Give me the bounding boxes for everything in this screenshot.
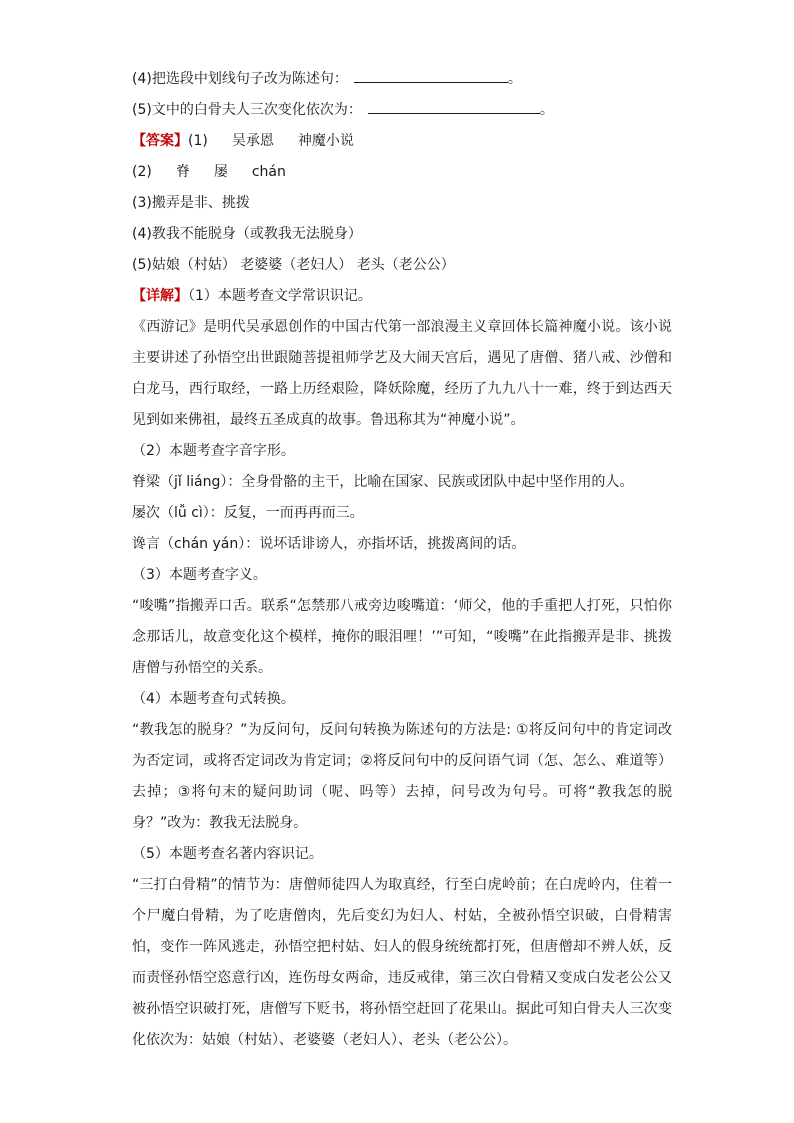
detail-5-paragraph: “三打白骨精”的情节为：唐僧师徒四人为取真经，行至白虎岭前；在白虎岭内，住着一个尸魔白骨精，为了吃唐僧肉，先后变幻为妇人、村姑，全被孙悟空识破，白骨精害怕，变作一阵风逃走，孙悟空把村姑、妇人的假身统统都打死，但唐僧却不辨人妖，反而责怪孙悟空恣意行凶，连伤母女两命，违反戒律，第三次白骨精又变成白发老公公又被孙悟空识破打死，唐僧写下贬书，将孙悟空赶回了花果山。据此可知白骨夫人三次变化依次为：姑娘（村姑）、老婆婆（老妇人）、老头（老公公）。 — [132, 877, 672, 1048]
answer-1 — [132, 126, 672, 157]
question-4-end: 。 — [507, 71, 522, 87]
document-page — [132, 64, 672, 1056]
answer-1-part1: 吴承恩 — [231, 133, 274, 149]
detail-1-head-text: （1）本题考查文学常识识记。 — [188, 288, 372, 304]
answer-1-num: (1) — [188, 133, 208, 149]
detail-2-line-3: 谗言（chán yán）：说坏话诽谤人，亦指坏话，挑拨离间的话。 — [132, 536, 526, 552]
detail-3-heading: （3）本题考查字义。 — [132, 567, 267, 583]
detail-2-line-1: 脊梁（jǐ liáng）：全身骨骼的主干，比喻在国家、民族或团队中起中坚作用的人。 — [132, 474, 634, 490]
question-4-text: (4)把选段中划线句子改为陈述句： — [132, 71, 348, 87]
answer-2-part1: 脊 — [175, 164, 190, 180]
detail-tag: 【详解】 — [132, 288, 188, 304]
answer-2-part2: 屡 — [213, 164, 228, 180]
question-4-blank[interactable] — [354, 66, 508, 83]
answer-4: (4)教我不能脱身（或教我无法脱身） — [132, 226, 362, 242]
question-4 — [132, 64, 672, 95]
detail-3-paragraph: “唆嘴”指搬弄口舌。联系“怎禁那八戒旁边唆嘴道：‘师父，他的手重把人打死，只怕你念那话儿，故意变化这个模样，掩你的眼泪哩！’”可知，“唆嘴”在此指搬弄是非、挑拨唐僧与孙悟空的关系。 — [132, 598, 672, 676]
question-5-end: 。 — [539, 102, 554, 118]
detail-1-paragraph: 《西游记》是明代吴承恩创作的中国古代第一部浪漫主义章回体长篇神魔小说。该小说主要讲述了孙悟空出世跟随菩提祖师学艺及大闹天宫后，遇见了唐僧、猪八戒、沙僧和白龙马，西行取经，一路上历经艰险，降妖除魔，经历了九九八十一难，终于到达西天见到如来佛祖，最终五圣成真的故事。鲁迅称其为“神魔小说”。 — [132, 319, 672, 428]
answer-tag: 【答案】 — [132, 133, 188, 149]
answer-2-num: (2) — [132, 164, 152, 180]
answer-5: (5)姑娘（村姑） 老婆婆（老妇人） 老头（老公公） — [132, 257, 455, 273]
detail-2-line-2: 屡次（lǚ cì）：反复，一而再再而三。 — [132, 505, 364, 521]
detail-2-heading: （2）本题考查字音字形。 — [132, 443, 295, 459]
detail-4-paragraph: “教我怎的脱身？”为反问句，反问句转换为陈述句的方法是: ①将反问句中的肯定词改为否定词，或将否定词改为肯定词；②将反问句中的反问语气词（怎、怎么、难道等）去掉；③将句末的疑问助词（呢、吗等）去掉，问号改为句号。可将“教我怎的脱身？”改为：教我无法脱身。 — [132, 722, 672, 831]
answer-2 — [132, 157, 672, 188]
answer-1-part2: 神魔小说 — [297, 133, 354, 149]
detail-1-heading — [132, 281, 672, 312]
detail-5-heading: （5）本题考查名著内容识记。 — [132, 846, 323, 862]
detail-4-heading: （4）本题考查句式转换。 — [132, 691, 295, 707]
answer-3: (3)搬弄是非、挑拨 — [132, 195, 250, 211]
question-5-text: (5)文中的白骨夫人三次变化依次为： — [132, 102, 362, 118]
question-5 — [132, 95, 672, 126]
question-5-blank[interactable] — [368, 97, 540, 114]
answer-2-part3: chán — [251, 164, 286, 180]
